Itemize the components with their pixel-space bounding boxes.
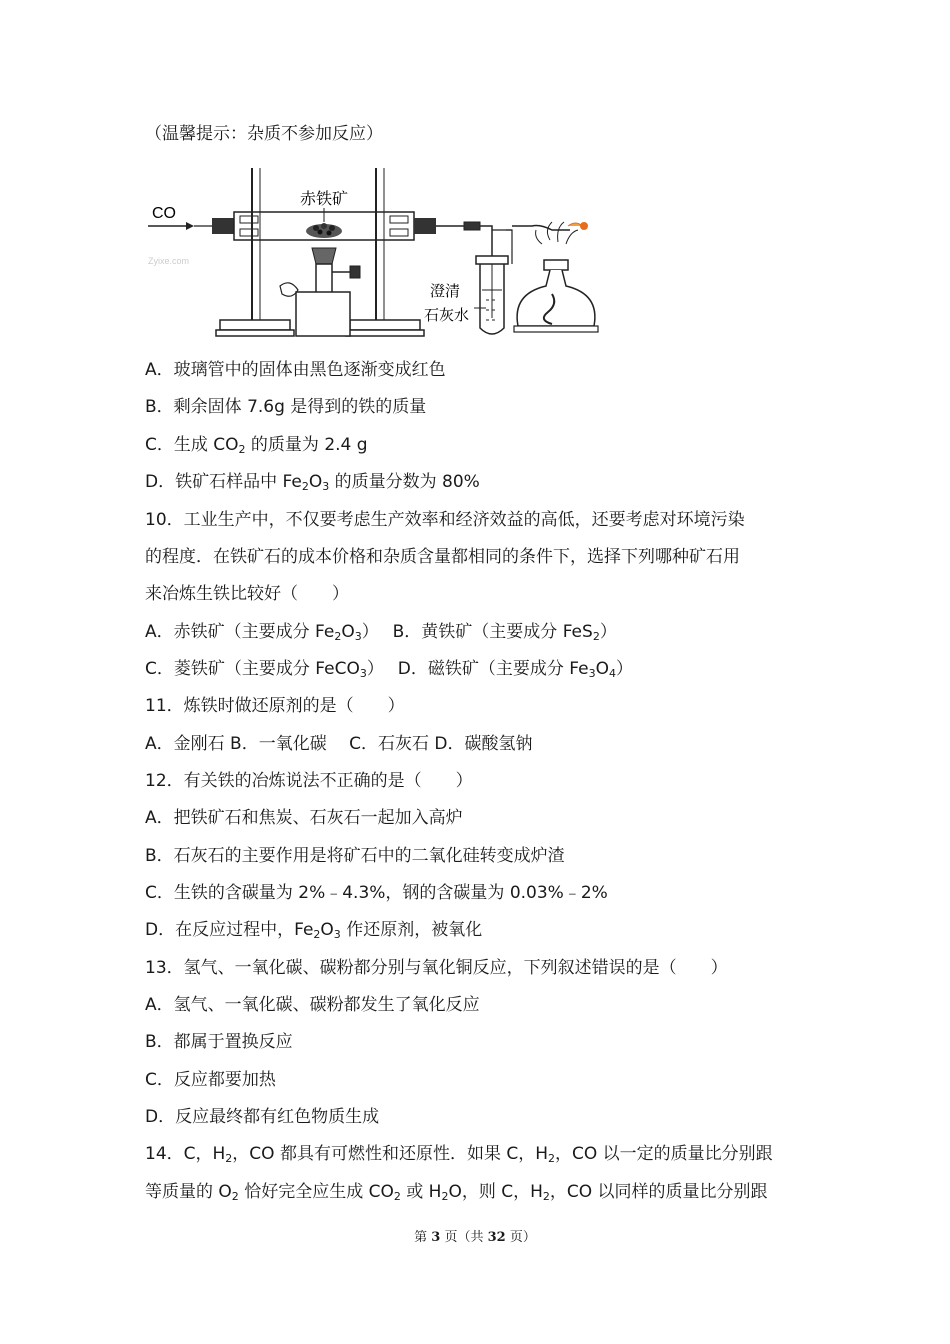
page-number: 3 (431, 1230, 441, 1245)
q10-option-d: D．磁铁矿（主要成分 $Fe_3O_4$） (397, 659, 633, 680)
q13-option-d: D．反应最终都有红色物质生成 (145, 1107, 380, 1127)
q13-option-c: C．反应都要加热 (145, 1070, 276, 1090)
q13-stem: 13．氢气、一氧化碳、碳粉都分别与氧化铜反应，下列叙述错误的是（ ） (145, 958, 728, 978)
q11-options: A．金刚石 B．一氧化碳 C．石灰石 D．碳酸氢钠 (145, 734, 533, 754)
q14-stem-line2: 等质量的 $O_2$ 恰好完全应生成 $CO_2$ 或 $H_2O$，则 C，$H_2$，CO 以同样的质量比分别跟 (145, 1182, 768, 1203)
q10-option-c: C．菱铁矿（主要成分 FeCO$_3$） (145, 659, 376, 680)
co-label: CO (152, 205, 176, 222)
limewater-label-2: 石灰水 (424, 307, 470, 324)
test-tube-limewater (476, 256, 508, 334)
limewater-label-1: 澄清 (430, 283, 461, 300)
q10-option-a: A．赤铁矿（主要成分 $Fe_2O_3$） (145, 622, 371, 643)
q13-option-b: B．都属于置换反应 (145, 1032, 293, 1052)
iron-stand-right (346, 168, 424, 336)
watermark: Zyixe.com (148, 256, 190, 266)
iron-ore-sample (306, 223, 342, 238)
q9-option-b: B．剩余固体 7.6g 是得到的铁的质量 (145, 397, 427, 417)
hint-text: （温馨提示：杂质不参加反应） (145, 124, 383, 144)
iron-stand-left (216, 168, 294, 336)
q11-stem: 11．炼铁时做还原剂的是（ ） (145, 696, 405, 716)
experiment-apparatus-figure (140, 168, 680, 344)
q13-option-a: A．氢气、一氧化碳、碳粉都发生了氧化反应 (145, 995, 480, 1015)
q9-option-c: C．生成 $CO_2$ 的质量为 2.4 g (145, 435, 368, 456)
q10-stem-line3: 来冶炼生铁比较好（ ） (145, 584, 349, 604)
q12-option-b: B．石灰石的主要作用是将矿石中的二氧化硅转变成炉渣 (145, 846, 565, 866)
page-footer: 第 3 页（共 32 页） (414, 1230, 536, 1245)
q14-stem-line1: 14．C，$H_2$，CO 都具有可燃性和还原性．如果 C，$H_2$，CO 以一定的质量比分别跟 (145, 1144, 773, 1165)
alcohol-lamp-right (514, 222, 598, 332)
q12-option-d: D．在反应过程中，$Fe_2O_3$ 作还原剂，被氧化 (145, 920, 483, 941)
q10-options-cd (145, 657, 633, 681)
alcohol-burner-under-tube (280, 248, 360, 336)
q10-stem-line1: 10．工业生产中，不仅要考虑生产效率和经济效益的高低，还要考虑对环境污染 (145, 510, 745, 530)
q10-option-b: B．黄铁矿（主要成分 FeS$_2$） (392, 622, 617, 643)
arrow-head-icon (186, 222, 194, 230)
q9-option-d: D．铁矿石样品中 $Fe_2O_3$ 的质量分数为 80% (145, 472, 480, 493)
total-pages: 32 (487, 1230, 506, 1245)
ore-label: 赤铁矿 (300, 191, 349, 208)
q10-stem-line2: 的程度．在铁矿石的成本价格和杂质含量都相同的条件下，选择下列哪种矿石用 (145, 547, 740, 567)
q12-option-c: C．生铁的含碳量为 2%﹣4.3%，钢的含碳量为 0.03%﹣2% (145, 883, 608, 903)
q9-option-a: A．玻璃管中的固体由黑色逐渐变成红色 (145, 360, 446, 380)
q10-options-ab (145, 620, 617, 644)
q12-option-a: A．把铁矿石和焦炭、石灰石一起加入高炉 (145, 808, 463, 828)
q12-stem: 12．有关铁的冶炼说法不正确的是（ ） (145, 771, 473, 791)
